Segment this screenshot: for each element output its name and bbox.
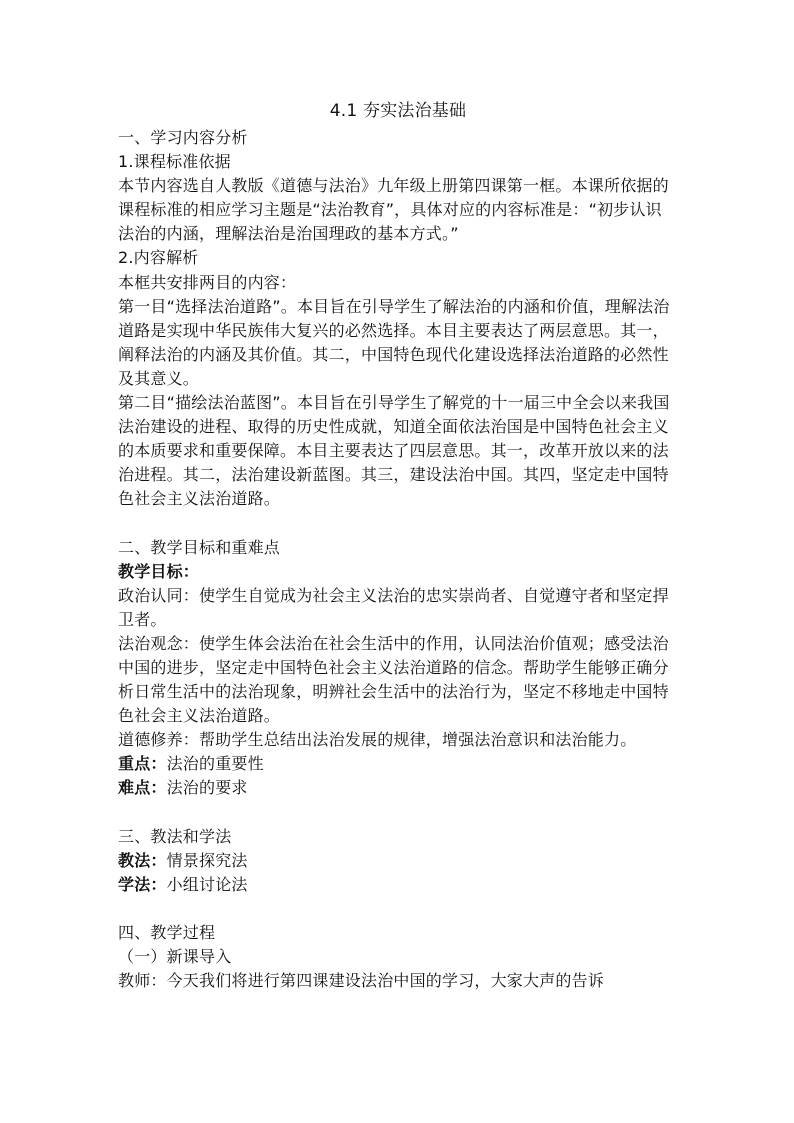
blank-line: [118, 512, 678, 536]
blank-line: [118, 897, 678, 921]
paragraph: 法治观念：使学生体会法治在社会生活中的作用，认同法治价值观；感受法治中国的进步，坚定走中国特色社会主义法治道路的信念。帮助学生能够正确分析日常生活中的法治现象，明辨社会生活中的法治行为，坚定不移地走中国特色社会主义法治道路。: [118, 633, 669, 726]
section-4-heading: 四、教学过程: [118, 922, 216, 942]
document-page: [118, 98, 678, 993]
paragraph: 教师：今天我们将进行第四课建设法治中国的学习，大家大声的告诉: [118, 971, 605, 990]
document-title: 4.1 夯实法治基础: [329, 101, 467, 121]
section-2-heading: 二、教学目标和重难点: [118, 537, 281, 557]
paragraph: 第二目“描绘法治蓝图”。本目旨在引导学生了解党的十一届三中全会以来我国法治建设的进程、取得的历史性成就，知道全面依法治国是中国特色社会主义的本质要求和重要保障。本目主要表达了四层意思。其一，改革开放以来的法治进程。其二，法治建设新蓝图。其三，建设法治中国。其四，坚定走中国特色社会主义法治道路。: [118, 393, 670, 509]
paragraph: 本节内容选自人教版《道德与法治》九年级上册第四课第一框。本课所依据的课程标准的相应学习主题是“法治教育”，具体对应的内容标准是：“初步认识法治的内涵，理解法治是治国理政的基本方式。”: [118, 176, 669, 244]
section-3-heading: 三、教法和学法: [118, 826, 232, 846]
paragraph: 政治认同：使学生自觉成为社会主义法治的忠实崇尚者、自觉遵守者和坚定捍卫者。: [118, 585, 669, 629]
section-1-heading: 一、学习内容分析: [118, 128, 248, 147]
paragraph: 第一目“选择法治道路”。本目旨在引导学生了解法治的内涵和价值，理解法治道路是实现中华民族伟大复兴的必然选择。本目主要表达了两层意思。其一，阐释法治的内涵及其价值。其二，中国特色现代化建设选择法治道路的必然性及其意义。: [118, 296, 670, 388]
learning-method: 学法：小组讨论法: [118, 874, 248, 894]
section-1-subheading-1: 1.课程标准依据: [118, 152, 231, 172]
paragraph: 本框共安排两目的内容：: [118, 272, 297, 292]
teaching-method: 教法：情景探究法: [118, 850, 248, 870]
section-1-subheading-2: 2.内容解析: [118, 248, 199, 268]
paragraph: 道德修养：帮助学生总结出法治发展的规律，增强法治意识和法治能力。: [118, 730, 637, 750]
goal-label: 教学目标：: [118, 561, 200, 581]
difficult-point: 难点：法治的要求: [118, 778, 248, 798]
blank-line: [118, 801, 678, 825]
section-4-subheading-1: （一）新课导入: [118, 946, 232, 966]
key-point: 重点：法治的重要性: [118, 754, 264, 774]
